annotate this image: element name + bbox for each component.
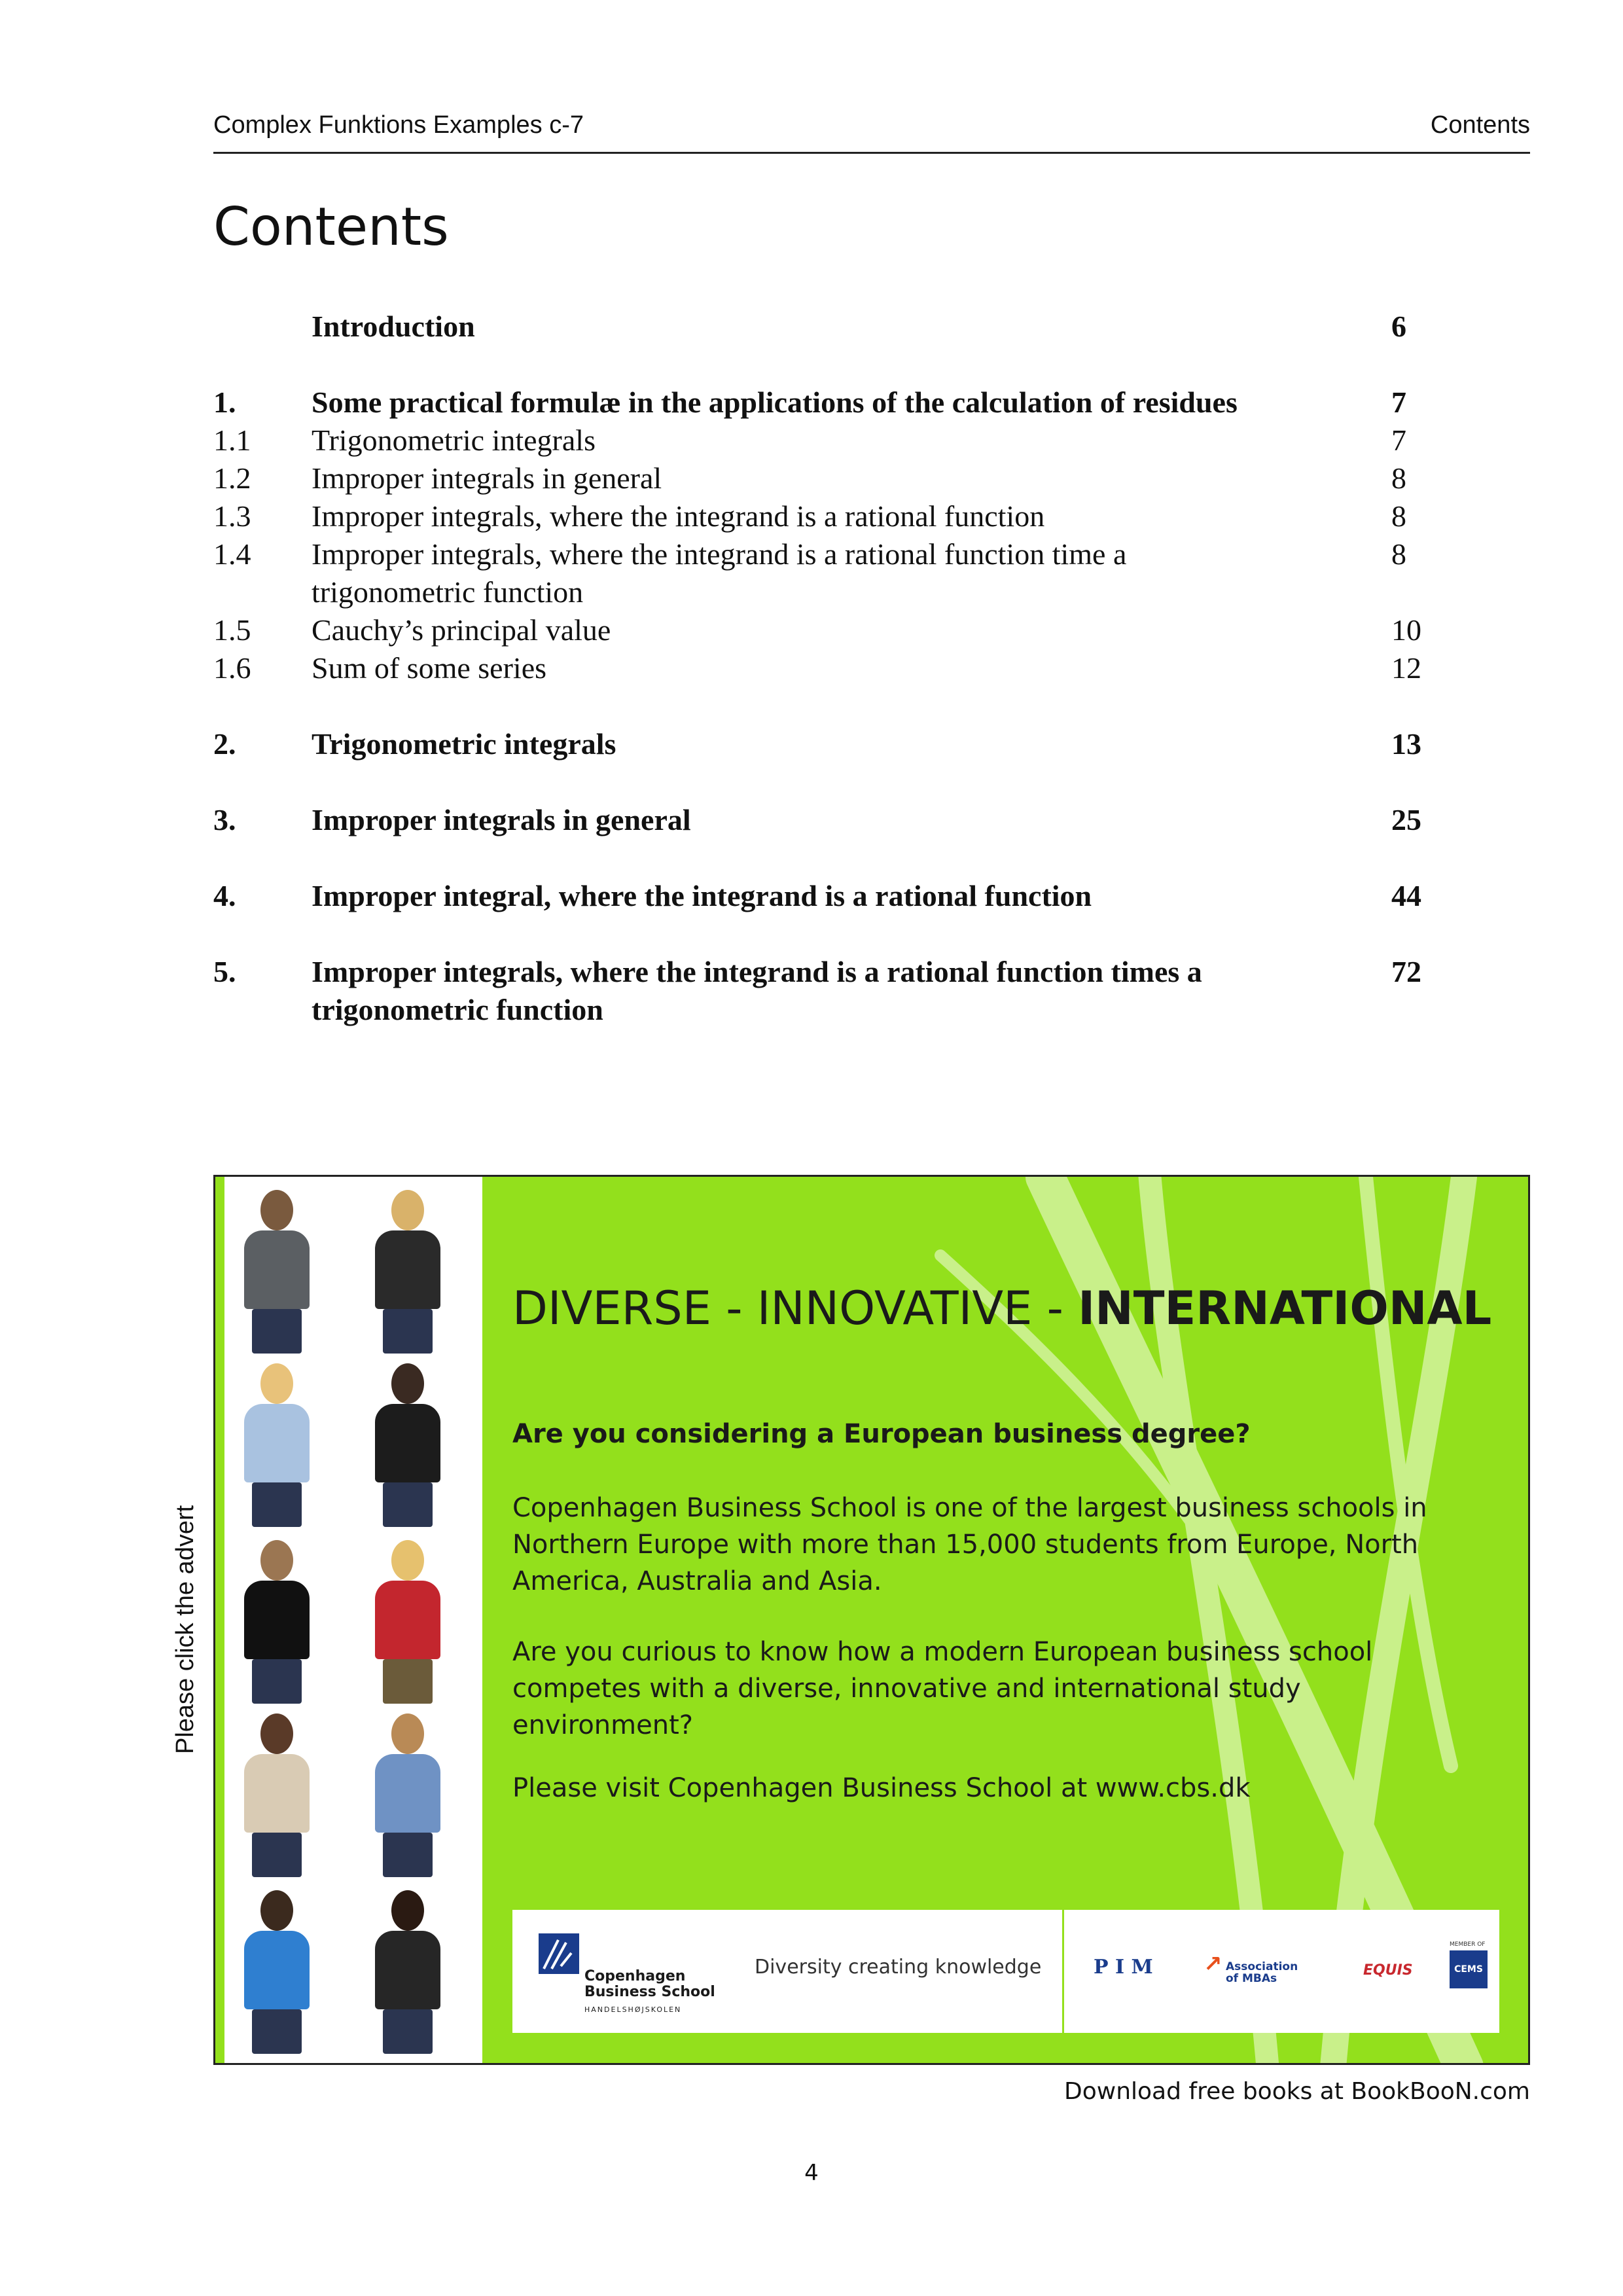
amba-arrow-icon: ↗ — [1204, 1951, 1222, 1977]
advert-headline — [512, 1282, 1491, 1335]
toc-page: 8 — [1391, 461, 1406, 495]
amba-logo — [1204, 1951, 1298, 1985]
download-link[interactable]: Download free books at BookBooN.com — [1064, 2078, 1530, 2105]
toc-entry-1-4[interactable] — [213, 535, 1431, 611]
headline-regular: DIVERSE - INNOVATIVE - — [512, 1282, 1079, 1335]
toc-text: Introduction — [312, 310, 475, 343]
toc-text: Improper integral, where the integrand is a rational function — [312, 879, 1092, 912]
toc-number: 5. — [213, 955, 236, 988]
advert-question: Are you considering a European business degree? — [512, 1419, 1251, 1449]
toc-page: 8 — [1391, 537, 1406, 571]
toc-text: Cauchy’s principal value — [312, 613, 611, 647]
toc-entry-1[interactable] — [213, 384, 1431, 422]
toc-entry-2[interactable] — [213, 725, 1431, 763]
advert-paragraph-1: Copenhagen Business School is one of the largest business schools in Northern Europe with more than 15,000 students from Europe, North America, Australia and Asia. — [512, 1493, 1427, 1596]
toc-page: 7 — [1391, 423, 1406, 457]
student-photo — [368, 1890, 447, 2054]
toc-entry-5[interactable] — [213, 953, 1431, 1029]
toc-page: 44 — [1391, 879, 1421, 912]
running-header-left: Complex Funktions Examples c-7 — [213, 111, 584, 139]
toc-text: Improper integrals, where the integrand is a rational function — [312, 499, 1045, 533]
cbs-logo-icon — [539, 1933, 579, 1974]
student-photo — [368, 1540, 447, 1704]
logo-divider — [1062, 1910, 1064, 2033]
running-header-right: Contents — [1430, 111, 1530, 139]
toc-entry-1-6[interactable] — [213, 649, 1431, 687]
student-photo — [238, 1890, 316, 2054]
student-photo — [238, 1713, 316, 1877]
toc-number: 2. — [213, 727, 236, 761]
toc-number: 1.2 — [213, 461, 251, 495]
student-photo — [238, 1190, 316, 1354]
toc-entry-1-3[interactable] — [213, 497, 1431, 535]
headline-bold: INTERNATIONAL — [1078, 1282, 1492, 1335]
advert-paragraph-2: Are you curious to know how a modern European business school competes with a diverse, innovative and international study environment? — [512, 1637, 1373, 1740]
toc-number: 3. — [213, 803, 236, 836]
student-photo — [238, 1363, 316, 1527]
toc-page: 12 — [1391, 651, 1421, 685]
cbs-advert[interactable] — [213, 1175, 1530, 2065]
equis-logo: EQUIS — [1363, 1962, 1413, 1979]
toc-number: 4. — [213, 879, 236, 912]
toc-text: Trigonometric integrals — [312, 423, 596, 457]
toc-entry-introduction[interactable] — [213, 308, 1431, 346]
toc-text: Improper integrals, where the integrand is a rational function time a trigonometric function — [312, 537, 1127, 609]
page-number: 4 — [804, 2160, 819, 2186]
advert-side-label: Please click the advert — [171, 1505, 199, 1754]
cbs-tagline: Diversity creating knowledge — [755, 1956, 1042, 1979]
toc-number: 1.5 — [213, 613, 251, 647]
toc-entry-4[interactable] — [213, 877, 1431, 915]
toc-text: Sum of some series — [312, 651, 547, 685]
toc-number: 1. — [213, 386, 236, 419]
pim-logo: P I M — [1094, 1956, 1153, 1979]
student-photo — [368, 1190, 447, 1354]
table-of-contents — [213, 308, 1431, 1029]
cems-logo: CEMS — [1450, 1950, 1488, 1988]
toc-number: 1.6 — [213, 651, 251, 685]
student-photo — [368, 1713, 447, 1877]
toc-page: 8 — [1391, 499, 1406, 533]
toc-text: Some practical formulæ in the applications of the calculation of residues — [312, 386, 1238, 419]
toc-page: 13 — [1391, 727, 1421, 761]
toc-text: Improper integrals, where the integrand is a rational function times a trigonometric function — [312, 955, 1202, 1026]
amba-logo-text: Association of MBAs — [1226, 1960, 1298, 1985]
toc-page: 72 — [1391, 955, 1421, 988]
cbs-name: Copenhagen Business School — [584, 1968, 715, 2000]
toc-entry-3[interactable] — [213, 801, 1431, 839]
advert-logo-strip — [512, 1910, 1499, 2033]
student-photo — [368, 1363, 447, 1527]
toc-entry-1-5[interactable] — [213, 611, 1431, 649]
cems-member-label: MEMBER OF — [1450, 1941, 1486, 1948]
advert-paragraph-3: Please visit Copenhagen Business School at www.cbs.dk — [512, 1773, 1251, 1803]
student-photo — [238, 1540, 316, 1704]
toc-number: 1.3 — [213, 499, 251, 533]
toc-page: 7 — [1391, 386, 1406, 419]
toc-page: 10 — [1391, 613, 1421, 647]
toc-number: 1.1 — [213, 423, 251, 457]
toc-text: Trigonometric integrals — [312, 727, 616, 761]
toc-entry-1-1[interactable] — [213, 422, 1431, 459]
toc-text: Improper integrals in general — [312, 803, 691, 836]
header-rule — [213, 152, 1530, 154]
page-title: Contents — [213, 196, 449, 257]
toc-text: Improper integrals in general — [312, 461, 662, 495]
cbs-subtitle: HANDELSHØJSKOLEN — [584, 2005, 682, 2014]
toc-number: 1.4 — [213, 537, 251, 571]
toc-entry-1-2[interactable] — [213, 459, 1431, 497]
student-photos — [215, 1177, 482, 2063]
toc-page: 25 — [1391, 803, 1421, 836]
toc-page: 6 — [1391, 310, 1406, 343]
